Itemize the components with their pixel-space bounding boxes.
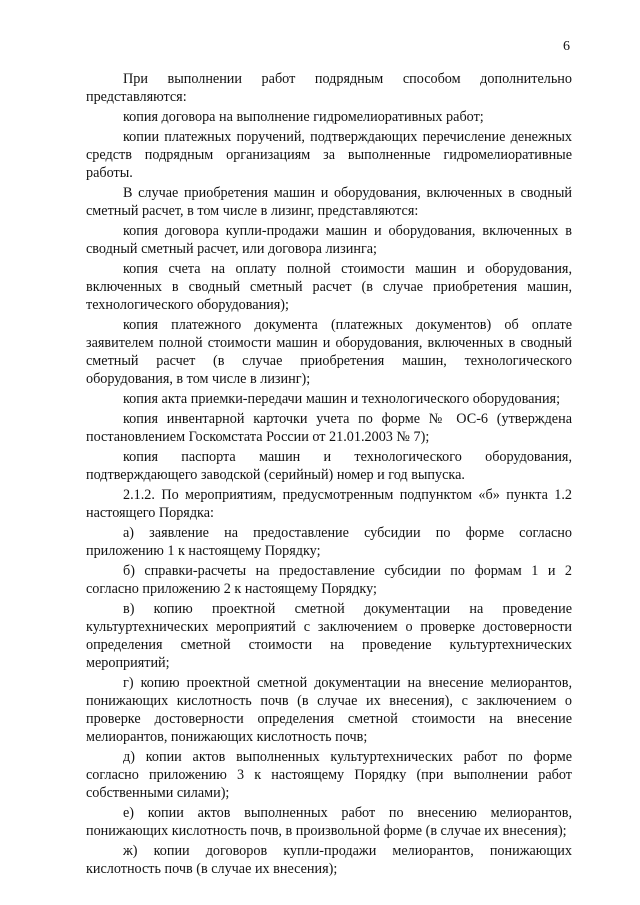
list-item-g: г) копию проектной сметной документации на внесение мелиорантов, понижающих кислотность почв (в случае их внесения), с заключением о проверке достоверности определения сметной стоимости на внесение мелиорантов, понижающих кислотность почв;	[86, 675, 572, 745]
paragraph: копия договора на выполнение гидромелиоративных работ;	[123, 109, 484, 125]
list-item-v: в) копию проектной сметной документации на проведение культуртехнических мероприятий с заключением о проверке достоверности определения сметной стоимости на проведение культуртехнических мероприятий;	[86, 601, 572, 671]
list-item-a: а) заявление на предоставление субсидии по форме согласно приложению 1 к настоящему Порядку;	[86, 525, 572, 559]
paragraph: копия платежного документа (платежных документов) об оплате заявителем полной стоимости машин и оборудования, включенных в сводный сметный расчет (в случае приобретения машин, технологического оборудования, в том числе в лизинг);	[86, 317, 572, 387]
list-item-b: б) справки-расчеты на предоставление субсидии по формам 1 и 2 согласно приложению 2 к настоящему Порядку;	[86, 563, 572, 597]
page-number: 6	[563, 39, 570, 54]
document-body	[86, 70, 572, 878]
paragraph: В случае приобретения машин и оборудования, включенных в сводный сметный расчет, в том числе в лизинг, представляются:	[86, 185, 572, 219]
paragraph: копия паспорта машин и технологического оборудования, подтверждающего заводской (серийный) номер и год выпуска.	[86, 449, 572, 483]
paragraph: копия договора купли-продажи машин и оборудования, включенных в сводный сметный расчет, или договора лизинга;	[86, 223, 572, 257]
paragraph: копия счета на оплату полной стоимости машин и оборудования, включенных в сводный сметный расчет (в случае приобретения машин, технологического оборудования);	[86, 261, 572, 313]
paragraph: копия акта приемки-передачи машин и технологического оборудования;	[123, 391, 561, 407]
paragraph: При выполнении работ подрядным способом дополнительно представляются:	[86, 71, 572, 105]
paragraph: копия инвентарной карточки учета по форме № ОС-6 (утверждена постановлением Госкомстата России от 21.01.2003 № 7);	[86, 411, 572, 445]
paragraph: копии платежных поручений, подтверждающих перечисление денежных средств подрядным организациям за выполненные гидромелиоративные работы.	[86, 129, 572, 181]
list-item-zh: ж) копии договоров купли-продажи мелиорантов, понижающих кислотность почв (в случае их внесения);	[86, 843, 572, 877]
list-item-e: е) копии актов выполненных работ по внесению мелиорантов, понижающих кислотность почв, в произвольной форме (в случае их внесения);	[86, 805, 572, 839]
section-paragraph: 2.1.2. По мероприятиям, предусмотренным подпунктом «б» пункта 1.2 настоящего Порядка:	[86, 487, 572, 521]
list-item-d: д) копии актов выполненных культуртехнических работ по форме согласно приложению 3 к настоящему Порядку (при выполнении работ собственными силами);	[86, 749, 572, 801]
